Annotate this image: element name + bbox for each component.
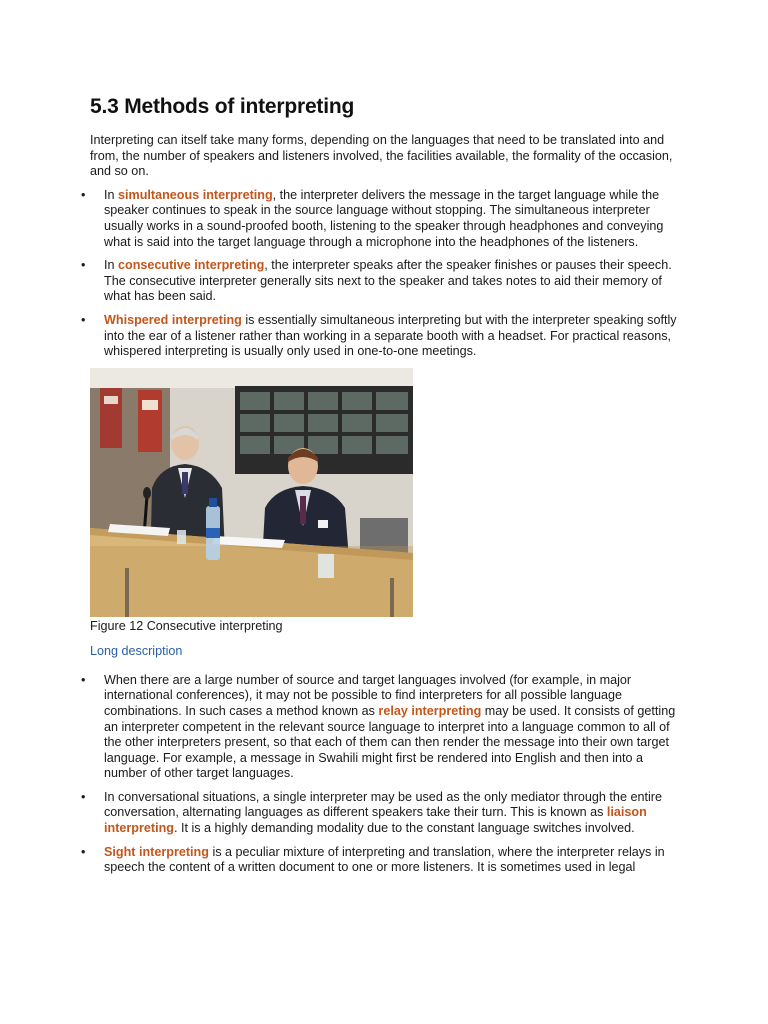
- list-item-sight: [81, 844, 682, 876]
- bullet-icon: •: [81, 312, 86, 327]
- list-item-consecutive: [81, 258, 682, 305]
- list-item-liaison: [81, 789, 682, 837]
- item-text-post: is essentially simultaneous interpreting but with the interpreter speaking softly into the ear of a listener rather than working in a separate booth with a headset. For practical reasons, whispered interpreting is usually only used in one-to-one meetings.: [104, 312, 677, 359]
- methods-list-top: [81, 187, 682, 360]
- consecutive-interpreting-photo: [90, 368, 413, 617]
- item-text-pre: When there are a large number of source and target languages involved (for example, in major international conferences), it may not be possible to find interpreters for all possible language combinations. In such cases a method known as: [104, 672, 632, 718]
- bullet-icon: •: [81, 789, 86, 804]
- list-item-relay: [81, 672, 682, 782]
- term-sight-interpreting: Sight interpreting: [104, 844, 209, 859]
- item-text-pre: In conversational situations, a single interpreter may be used as the only mediator through the entire conversation, alternating languages as different speakers take their turn. This is known as: [104, 789, 662, 820]
- item-text-post: is a peculiar mixture of interpreting and translation, where the interpreter relays in speech the content of a written document to one or more listeners. It is sometimes used in legal: [104, 844, 665, 875]
- item-text-post: , the interpreter speaks after the speaker finishes or pauses their speech. The consecutive interpreter generally sits next to the speaker and takes notes to aid their memory of what has been said.: [104, 258, 672, 304]
- list-item-simultaneous: [81, 187, 682, 250]
- item-text-pre: In: [104, 187, 119, 202]
- item-text-pre: In: [104, 258, 119, 273]
- bullet-icon: •: [81, 258, 86, 273]
- term-relay-interpreting: relay interpreting: [378, 703, 482, 718]
- figure-caption: Figure 12 Consecutive interpreting: [90, 618, 283, 633]
- term-whispered-interpreting: Whispered interpreting: [104, 312, 242, 327]
- bullet-icon: •: [81, 844, 86, 859]
- term-liaison-interpreting: liaison interpreting: [104, 805, 647, 836]
- long-description-link[interactable]: Long description: [90, 643, 183, 658]
- item-text-post: may be used. It consists of getting an interpreter competent in the relevant source language to interpret into a language common to all of the other interpreters present, so that each of them can then render the message into their own target language. For example, a message in Swahili might first be rendered into English and then into a number of other target languages.: [104, 703, 676, 781]
- section-heading: 5.3 Methods of interpreting: [90, 95, 355, 118]
- bullet-icon: •: [81, 672, 86, 687]
- document-page: [81, 95, 682, 884]
- intro-paragraph: Interpreting can itself take many forms, depending on the languages that need to be translated into and from, the number of speakers and listeners involved, the facilities available, the formality of the occasion, and so on.: [90, 133, 673, 179]
- list-item-whispered: [81, 312, 682, 360]
- term-consecutive-interpreting: consecutive interpreting: [118, 258, 265, 273]
- item-text-post: . It is a highly demanding modality due to the constant language switches involved.: [173, 821, 635, 836]
- methods-list-bottom: [81, 672, 682, 876]
- item-text-post: , the interpreter delivers the message in the target language while the speaker continues to speak in the source language without stopping. The simultaneous interpreter usually works in a sound-proofed booth, listening to the speaker through headphones and conveying what is said into the target language through a microphone into the headphones of the listeners.: [104, 187, 664, 249]
- term-simultaneous-interpreting: simultaneous interpreting: [118, 187, 273, 202]
- figure-12: [90, 368, 682, 673]
- bullet-icon: •: [81, 187, 86, 202]
